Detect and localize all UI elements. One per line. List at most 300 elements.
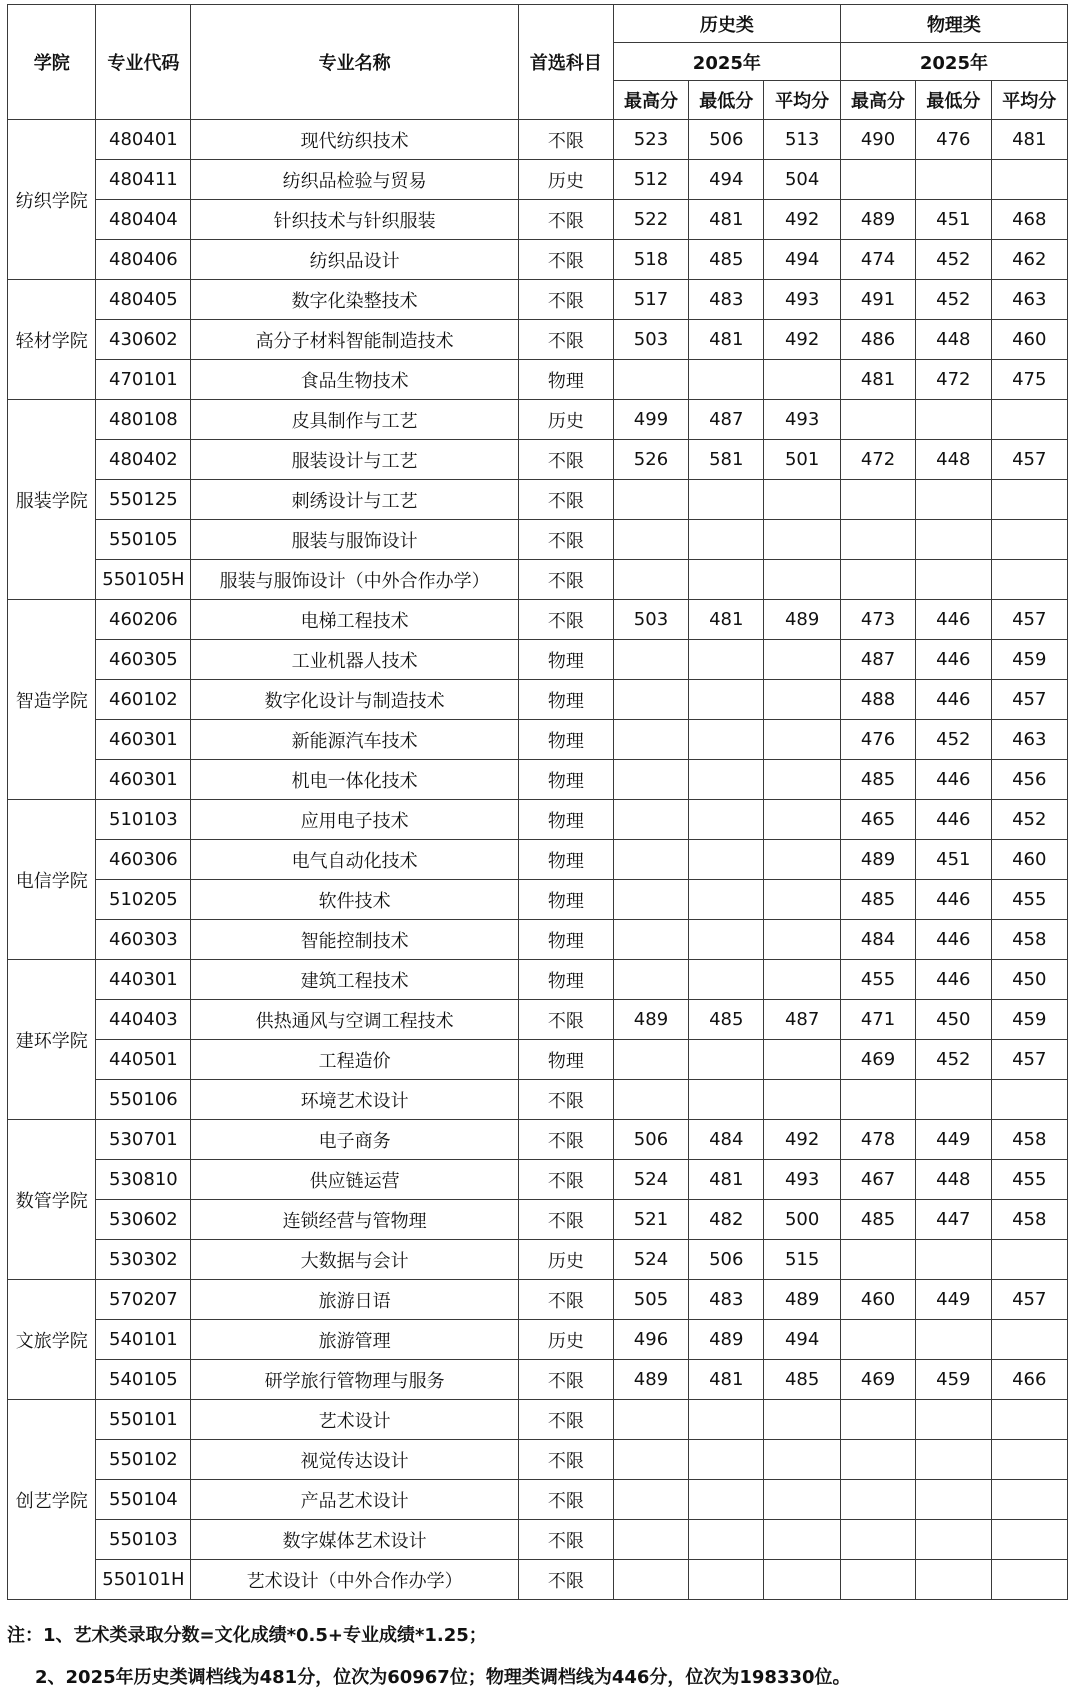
- history-max: [613, 1080, 688, 1120]
- table-row: [8, 400, 1068, 440]
- physics-avg: 457: [991, 1280, 1068, 1320]
- history-min: 482: [689, 1200, 764, 1240]
- required-subject: 不限: [518, 240, 613, 280]
- major-name: 研学旅行管物理与服务: [191, 1360, 518, 1400]
- major-name: 新能源汽车技术: [191, 720, 518, 760]
- history-min: [689, 920, 764, 960]
- history-avg: [764, 1520, 840, 1560]
- history-avg: [764, 560, 840, 600]
- physics-max: [840, 1240, 915, 1280]
- physics-min: [916, 400, 991, 440]
- physics-min: 450: [916, 1000, 991, 1040]
- major-name: 现代纺织技术: [191, 120, 518, 160]
- history-min: [689, 560, 764, 600]
- required-subject: 不限: [518, 1000, 613, 1040]
- history-max: 496: [613, 1320, 688, 1360]
- table-row: [8, 1160, 1068, 1200]
- history-avg: [764, 880, 840, 920]
- physics-min: [916, 1520, 991, 1560]
- required-subject: 物理: [518, 760, 613, 800]
- physics-min: 476: [916, 120, 991, 160]
- history-min: 481: [689, 1160, 764, 1200]
- major-name: 食品生物技术: [191, 360, 518, 400]
- history-avg: [764, 1560, 840, 1600]
- table-row: [8, 600, 1068, 640]
- physics-max: 472: [840, 440, 915, 480]
- history-avg: 493: [764, 1160, 840, 1200]
- history-min: 481: [689, 1360, 764, 1400]
- required-subject: 物理: [518, 640, 613, 680]
- table-row: [8, 1360, 1068, 1400]
- physics-avg: 456: [991, 760, 1068, 800]
- table-row: [8, 1320, 1068, 1360]
- physics-min: 451: [916, 200, 991, 240]
- table-row: [8, 1040, 1068, 1080]
- physics-avg: 462: [991, 240, 1068, 280]
- major-name: 纺织品检验与贸易: [191, 160, 518, 200]
- history-min: 483: [689, 1280, 764, 1320]
- required-subject: 历史: [518, 400, 613, 440]
- history-avg: 501: [764, 440, 840, 480]
- table-row: [8, 840, 1068, 880]
- major-code: 540101: [96, 1320, 191, 1360]
- major-code: 550105: [96, 520, 191, 560]
- history-min: 489: [689, 1320, 764, 1360]
- physics-max: [840, 480, 915, 520]
- history-max: [613, 1480, 688, 1520]
- table-row: [8, 680, 1068, 720]
- history-avg: [764, 1480, 840, 1520]
- required-subject: 历史: [518, 160, 613, 200]
- table-row: [8, 1280, 1068, 1320]
- major-code: 440501: [96, 1040, 191, 1080]
- major-code: 550103: [96, 1520, 191, 1560]
- footnote-art-formula: 注：1、艺术类录取分数=文化成绩*0.5+专业成绩*1.25；: [7, 1625, 487, 1646]
- physics-max: 481: [840, 360, 915, 400]
- major-name: 供热通风与空调工程技术: [191, 1000, 518, 1040]
- physics-max: 488: [840, 680, 915, 720]
- history-min: [689, 800, 764, 840]
- physics-min: [916, 560, 991, 600]
- major-name: 纺织品设计: [191, 240, 518, 280]
- table-row: [8, 280, 1068, 320]
- major-name: 皮具制作与工艺: [191, 400, 518, 440]
- physics-max: [840, 1560, 915, 1600]
- physics-max: 455: [840, 960, 915, 1000]
- history-min: 506: [689, 1240, 764, 1280]
- major-name: 应用电子技术: [191, 800, 518, 840]
- history-avg: 504: [764, 160, 840, 200]
- history-avg: [764, 760, 840, 800]
- physics-min: 447: [916, 1200, 991, 1240]
- required-subject: 不限: [518, 1160, 613, 1200]
- physics-avg: [991, 1240, 1068, 1280]
- required-subject: 不限: [518, 1560, 613, 1600]
- history-min: [689, 760, 764, 800]
- col-code-header: 专业代码: [96, 5, 191, 120]
- physics-avg: 460: [991, 320, 1068, 360]
- required-subject: 不限: [518, 200, 613, 240]
- required-subject: 不限: [518, 520, 613, 560]
- major-code: 460301: [96, 760, 191, 800]
- physics-min: [916, 1240, 991, 1280]
- physics-max: [840, 1520, 915, 1560]
- table-row: [8, 120, 1068, 160]
- table-row: [8, 1480, 1068, 1520]
- physics-max: [840, 1320, 915, 1360]
- history-max: 503: [613, 320, 688, 360]
- physics-avg: 458: [991, 1120, 1068, 1160]
- history-min: [689, 1440, 764, 1480]
- physics-avg: 455: [991, 1160, 1068, 1200]
- physics-max: 491: [840, 280, 915, 320]
- history-min: 494: [689, 160, 764, 200]
- history-max: [613, 480, 688, 520]
- physics-max: 484: [840, 920, 915, 960]
- history-group-header: 历史类: [613, 5, 840, 43]
- physics-avg: 458: [991, 920, 1068, 960]
- history-max: [613, 1520, 688, 1560]
- physics-avg: 459: [991, 640, 1068, 680]
- physics-max: 474: [840, 240, 915, 280]
- major-name: 艺术设计（中外合作办学）: [191, 1560, 518, 1600]
- major-code: 550105H: [96, 560, 191, 600]
- history-min: 481: [689, 600, 764, 640]
- history-avg: 489: [764, 1280, 840, 1320]
- major-name: 高分子材料智能制造技术: [191, 320, 518, 360]
- history-max-header: 最高分: [613, 81, 688, 120]
- required-subject: 物理: [518, 720, 613, 760]
- major-code: 550104: [96, 1480, 191, 1520]
- required-subject: 不限: [518, 1520, 613, 1560]
- physics-max: 471: [840, 1000, 915, 1040]
- major-name: 服装设计与工艺: [191, 440, 518, 480]
- required-subject: 物理: [518, 960, 613, 1000]
- history-min-header: 最低分: [689, 81, 764, 120]
- major-name: 智能控制技术: [191, 920, 518, 960]
- history-min: [689, 1040, 764, 1080]
- history-max: 518: [613, 240, 688, 280]
- physics-min: 446: [916, 760, 991, 800]
- physics-avg: 458: [991, 1200, 1068, 1240]
- history-max: [613, 960, 688, 1000]
- table-row: [8, 800, 1068, 840]
- physics-min: 446: [916, 680, 991, 720]
- physics-max: 469: [840, 1040, 915, 1080]
- physics-max: 485: [840, 1200, 915, 1240]
- physics-avg: 457: [991, 1040, 1068, 1080]
- history-avg: 513: [764, 120, 840, 160]
- major-code: 540105: [96, 1360, 191, 1400]
- table-row: [8, 1240, 1068, 1280]
- history-avg: [764, 840, 840, 880]
- physics-avg: [991, 160, 1068, 200]
- history-avg: 494: [764, 240, 840, 280]
- college-name: 电信学院: [8, 800, 96, 960]
- required-subject: 不限: [518, 280, 613, 320]
- physics-min: 446: [916, 880, 991, 920]
- table-row: [8, 760, 1068, 800]
- history-avg: [764, 1080, 840, 1120]
- history-avg: [764, 640, 840, 680]
- major-code: 480401: [96, 120, 191, 160]
- physics-max: 473: [840, 600, 915, 640]
- table-row: [8, 440, 1068, 480]
- history-year-header: 2025年: [613, 43, 840, 81]
- history-min: [689, 1520, 764, 1560]
- physics-avg: 463: [991, 280, 1068, 320]
- history-max: [613, 760, 688, 800]
- history-max: 512: [613, 160, 688, 200]
- major-name: 连锁经营与管物理: [191, 1200, 518, 1240]
- physics-min: 472: [916, 360, 991, 400]
- physics-max: 489: [840, 200, 915, 240]
- history-max: 521: [613, 1200, 688, 1240]
- physics-avg: 463: [991, 720, 1068, 760]
- physics-min: [916, 1560, 991, 1600]
- major-code: 460206: [96, 600, 191, 640]
- physics-avg-header: 平均分: [991, 81, 1068, 120]
- major-name: 刺绣设计与工艺: [191, 480, 518, 520]
- college-name: 智造学院: [8, 600, 96, 800]
- physics-max: 478: [840, 1120, 915, 1160]
- major-code: 550125: [96, 480, 191, 520]
- history-avg: 493: [764, 400, 840, 440]
- required-subject: 不限: [518, 1200, 613, 1240]
- col-college-header: 学院: [8, 5, 96, 120]
- history-avg: 500: [764, 1200, 840, 1240]
- physics-min: 449: [916, 1120, 991, 1160]
- col-name-header: 专业名称: [191, 5, 518, 120]
- physics-avg: [991, 480, 1068, 520]
- required-subject: 不限: [518, 480, 613, 520]
- table-row: [8, 320, 1068, 360]
- admission-scores-sheet: [7, 4, 1068, 1600]
- major-code: 480405: [96, 280, 191, 320]
- history-avg: [764, 360, 840, 400]
- history-min: 481: [689, 200, 764, 240]
- physics-max: 460: [840, 1280, 915, 1320]
- history-min: 581: [689, 440, 764, 480]
- table-row: [8, 520, 1068, 560]
- physics-avg: 452: [991, 800, 1068, 840]
- physics-min: 446: [916, 600, 991, 640]
- major-name: 针织技术与针织服装: [191, 200, 518, 240]
- college-name: 纺织学院: [8, 120, 96, 280]
- history-avg: 494: [764, 1320, 840, 1360]
- required-subject: 物理: [518, 920, 613, 960]
- physics-avg: 455: [991, 880, 1068, 920]
- major-name: 建筑工程技术: [191, 960, 518, 1000]
- major-code: 550106: [96, 1080, 191, 1120]
- major-name: 工业机器人技术: [191, 640, 518, 680]
- history-min: 484: [689, 1120, 764, 1160]
- physics-avg: [991, 560, 1068, 600]
- physics-min-header: 最低分: [916, 81, 991, 120]
- required-subject: 历史: [518, 1240, 613, 1280]
- history-max: [613, 1400, 688, 1440]
- physics-avg: 468: [991, 200, 1068, 240]
- table-row: [8, 720, 1068, 760]
- major-code: 480411: [96, 160, 191, 200]
- history-max: [613, 360, 688, 400]
- table-row: [8, 240, 1068, 280]
- scores-table: [7, 4, 1068, 1600]
- history-min: 506: [689, 120, 764, 160]
- table-row: [8, 1440, 1068, 1480]
- physics-max: [840, 160, 915, 200]
- history-avg-header: 平均分: [764, 81, 840, 120]
- major-code: 460102: [96, 680, 191, 720]
- major-name: 旅游日语: [191, 1280, 518, 1320]
- major-name: 电气自动化技术: [191, 840, 518, 880]
- history-max: [613, 840, 688, 880]
- physics-min: [916, 520, 991, 560]
- major-code: 530302: [96, 1240, 191, 1280]
- history-avg: 487: [764, 1000, 840, 1040]
- physics-avg: [991, 1400, 1068, 1440]
- physics-avg: 481: [991, 120, 1068, 160]
- table-body: [8, 120, 1068, 1600]
- table-row: [8, 360, 1068, 400]
- history-avg: 489: [764, 600, 840, 640]
- physics-min: [916, 1440, 991, 1480]
- history-avg: 492: [764, 1120, 840, 1160]
- physics-min: 448: [916, 1160, 991, 1200]
- history-max: 499: [613, 400, 688, 440]
- required-subject: 不限: [518, 600, 613, 640]
- major-name: 服装与服饰设计（中外合作办学）: [191, 560, 518, 600]
- history-min: 481: [689, 320, 764, 360]
- major-name: 工程造价: [191, 1040, 518, 1080]
- history-avg: 492: [764, 320, 840, 360]
- history-min: 487: [689, 400, 764, 440]
- major-code: 510205: [96, 880, 191, 920]
- physics-min: 452: [916, 240, 991, 280]
- required-subject: 物理: [518, 840, 613, 880]
- history-max: [613, 640, 688, 680]
- major-code: 460303: [96, 920, 191, 960]
- physics-min: 448: [916, 440, 991, 480]
- college-name: 数管学院: [8, 1120, 96, 1280]
- history-avg: 492: [764, 200, 840, 240]
- major-name: 供应链运营: [191, 1160, 518, 1200]
- physics-max: 465: [840, 800, 915, 840]
- table-row: [8, 1000, 1068, 1040]
- history-max: 524: [613, 1160, 688, 1200]
- required-subject: 物理: [518, 800, 613, 840]
- physics-max: 469: [840, 1360, 915, 1400]
- table-row: [8, 1400, 1068, 1440]
- history-min: [689, 520, 764, 560]
- physics-min: 446: [916, 800, 991, 840]
- history-min: [689, 680, 764, 720]
- physics-max: [840, 520, 915, 560]
- major-name: 旅游管理: [191, 1320, 518, 1360]
- college-name: 创艺学院: [8, 1400, 96, 1600]
- major-code: 440301: [96, 960, 191, 1000]
- physics-max: 467: [840, 1160, 915, 1200]
- history-avg: 493: [764, 280, 840, 320]
- history-max: [613, 680, 688, 720]
- history-max: [613, 720, 688, 760]
- physics-group-header: 物理类: [840, 5, 1067, 43]
- history-max: 524: [613, 1240, 688, 1280]
- physics-avg: [991, 1080, 1068, 1120]
- major-code: 430602: [96, 320, 191, 360]
- required-subject: 不限: [518, 1440, 613, 1480]
- physics-min: [916, 1400, 991, 1440]
- physics-min: 446: [916, 920, 991, 960]
- physics-avg: [991, 1320, 1068, 1360]
- required-subject: 不限: [518, 320, 613, 360]
- history-avg: [764, 520, 840, 560]
- history-min: [689, 1400, 764, 1440]
- history-min: [689, 480, 764, 520]
- history-max: [613, 1040, 688, 1080]
- history-avg: [764, 960, 840, 1000]
- history-max: 523: [613, 120, 688, 160]
- physics-max: 490: [840, 120, 915, 160]
- required-subject: 不限: [518, 1480, 613, 1520]
- physics-year-header: 2025年: [840, 43, 1067, 81]
- major-code: 460306: [96, 840, 191, 880]
- major-name: 电梯工程技术: [191, 600, 518, 640]
- physics-max: [840, 1080, 915, 1120]
- physics-min: 452: [916, 280, 991, 320]
- col-subject-header: 首选科目: [518, 5, 613, 120]
- major-name: 数字化染整技术: [191, 280, 518, 320]
- required-subject: 物理: [518, 680, 613, 720]
- major-code: 550102: [96, 1440, 191, 1480]
- table-row: [8, 880, 1068, 920]
- physics-max: [840, 400, 915, 440]
- table-row: [8, 920, 1068, 960]
- history-max: 505: [613, 1280, 688, 1320]
- required-subject: 不限: [518, 1360, 613, 1400]
- history-avg: [764, 1400, 840, 1440]
- physics-max: 485: [840, 760, 915, 800]
- physics-max: 486: [840, 320, 915, 360]
- table-row: [8, 200, 1068, 240]
- major-code: 530602: [96, 1200, 191, 1240]
- physics-avg: [991, 1560, 1068, 1600]
- major-code: 510103: [96, 800, 191, 840]
- history-avg: [764, 720, 840, 760]
- major-code: 460301: [96, 720, 191, 760]
- physics-min: 452: [916, 1040, 991, 1080]
- history-max: [613, 560, 688, 600]
- physics-avg: 450: [991, 960, 1068, 1000]
- history-min: [689, 840, 764, 880]
- table-row: [8, 1520, 1068, 1560]
- required-subject: 物理: [518, 880, 613, 920]
- physics-min: [916, 1320, 991, 1360]
- table-row: [8, 1200, 1068, 1240]
- physics-max: [840, 1400, 915, 1440]
- table-row: [8, 1560, 1068, 1600]
- physics-min: 459: [916, 1360, 991, 1400]
- physics-avg: [991, 1480, 1068, 1520]
- history-avg: [764, 800, 840, 840]
- major-name: 数字媒体艺术设计: [191, 1520, 518, 1560]
- college-name: 文旅学院: [8, 1280, 96, 1400]
- table-row: [8, 960, 1068, 1000]
- major-name: 产品艺术设计: [191, 1480, 518, 1520]
- history-max: 517: [613, 280, 688, 320]
- footnote-cutoff-lines: 2、2025年历史类调档线为481分，位次为60967位；物理类调档线为446分，位次为198330位。: [35, 1667, 851, 1688]
- physics-max: 489: [840, 840, 915, 880]
